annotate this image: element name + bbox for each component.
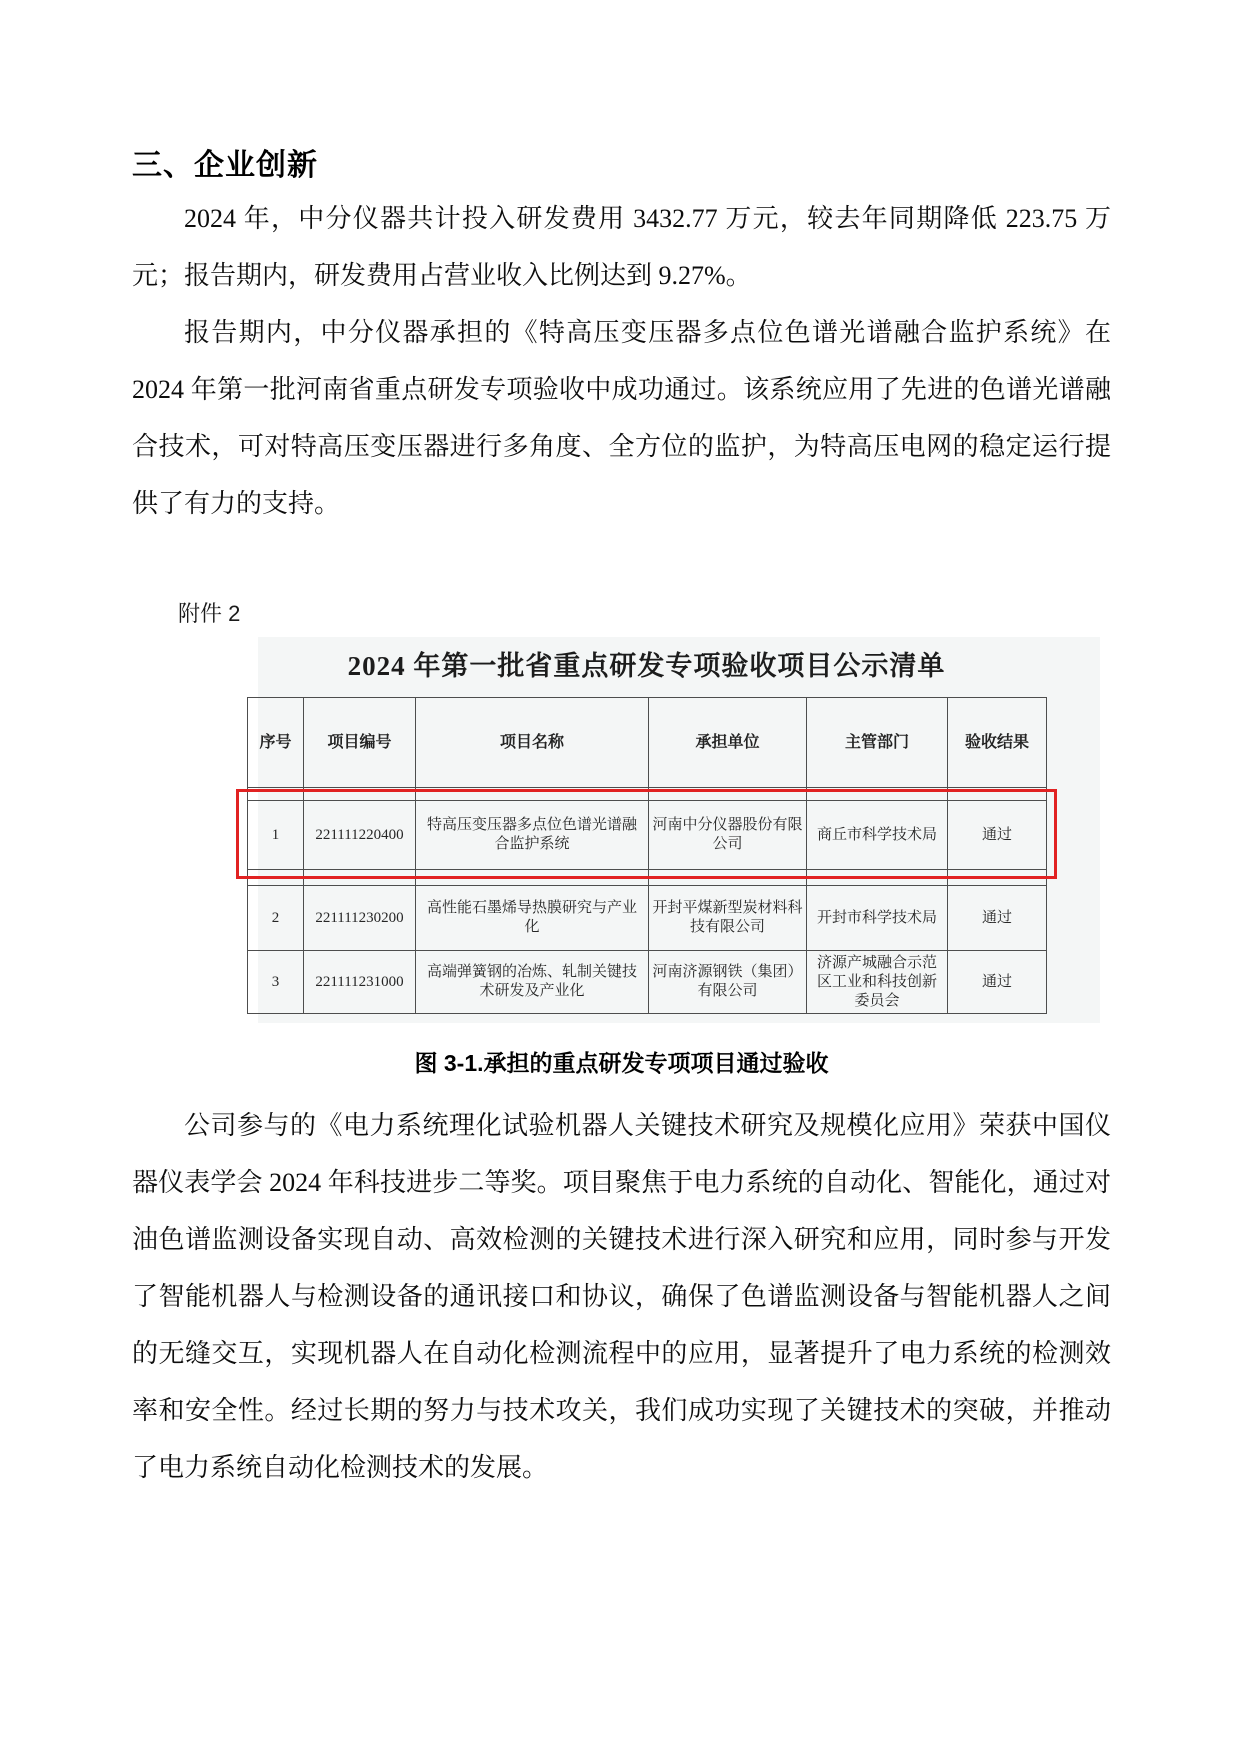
cell-result: 通过 bbox=[948, 886, 1047, 951]
table-spacer-cell bbox=[649, 788, 807, 801]
table-spacer-cell bbox=[416, 788, 649, 801]
col-header-code: 项目编号 bbox=[304, 698, 416, 788]
cell-unit: 河南中分仪器股份有限公司 bbox=[649, 801, 807, 870]
cell-dept: 济源产城融合示范区工业和科技创新委员会 bbox=[807, 951, 948, 1014]
table-spacer-cell bbox=[304, 870, 416, 886]
cell-code: 221111220400 bbox=[304, 801, 416, 870]
col-header-result: 验收结果 bbox=[948, 698, 1047, 788]
cell-dept: 开封市科学技术局 bbox=[807, 886, 948, 951]
cell-dept: 商丘市科学技术局 bbox=[807, 801, 948, 870]
cell-seq: 3 bbox=[248, 951, 304, 1014]
cell-seq: 1 bbox=[248, 801, 304, 870]
col-header-name: 项目名称 bbox=[416, 698, 649, 788]
table-title: 2024 年第一批省重点研发专项验收项目公示清单 bbox=[347, 651, 946, 681]
col-header-seq: 序号 bbox=[248, 698, 304, 788]
cell-unit: 开封平煤新型炭材料科技有限公司 bbox=[649, 886, 807, 951]
table-row-highlighted bbox=[248, 801, 1047, 870]
table-row bbox=[248, 886, 1047, 951]
col-header-unit: 承担单位 bbox=[649, 698, 807, 788]
attachment-label: 附件 2 bbox=[178, 601, 241, 626]
cell-project-name: 特高压变压器多点位色谱光谱融合监护系统 bbox=[416, 801, 649, 870]
table-spacer-cell bbox=[248, 870, 304, 886]
cell-project-name: 高端弹簧钢的冶炼、轧制关键技术研发及产业化 bbox=[416, 951, 649, 1014]
table-spacer-cell bbox=[948, 870, 1047, 886]
col-header-dept: 主管部门 bbox=[807, 698, 948, 788]
paragraph-award: 公司参与的《电力系统理化试验机器人关键技术研究及规模化应用》荣获中国仪器仪表学会 2024 年科技进步二等奖。项目聚焦于电力系统的自动化、智能化，通过对油色谱监测设备实现自动、高效检测的关键技术进行深入研究和应用，同时参与开发了智能机器人与检测设备的通讯接口和协议，确保了色谱监测设备与智能机器人之间的无缝交互，实现机器人在自动化检测流程中的应用，显著提升了电力系统的检测效率和安全性。经过长期的努力与技术攻关，我们成功实现了关键技术的突破，并推动了电力系统自动化检测技术的发展。 bbox=[132, 1111, 1111, 1482]
table-spacer-cell bbox=[807, 788, 948, 801]
table-spacer-row bbox=[248, 788, 1047, 801]
table-spacer-cell bbox=[948, 788, 1047, 801]
cell-unit: 河南济源钢铁（集团）有限公司 bbox=[649, 951, 807, 1014]
paragraph-rd-expense: 2024 年，中分仪器共计投入研发费用 3432.77 万元，较去年同期降低 223.75 万元；报告期内，研发费用占营业收入比例达到 9.27%。 bbox=[132, 204, 1111, 290]
cell-code: 221111230200 bbox=[304, 886, 416, 951]
table-spacer-cell bbox=[649, 870, 807, 886]
table-row bbox=[248, 951, 1047, 1014]
cell-result: 通过 bbox=[948, 951, 1047, 1014]
acceptance-table bbox=[247, 697, 1047, 1014]
paragraph-project-acceptance: 报告期内，中分仪器承担的《特高压变压器多点位色谱光谱融合监护系统》在 2024 年第一批河南省重点研发专项验收中成功通过。该系统应用了先进的色谱光谱融合技术，可对特高压变压器进行多角度、全方位的监护，为特高压电网的稳定运行提供了有力的支持。 bbox=[132, 318, 1111, 518]
table-spacer-cell bbox=[304, 788, 416, 801]
table-spacer-cell bbox=[807, 870, 948, 886]
table-spacer-row bbox=[248, 870, 1047, 886]
figure-caption: 图 3-1.承担的重点研发专项项目通过验收 bbox=[414, 1050, 829, 1076]
cell-seq: 2 bbox=[248, 886, 304, 951]
table-header-row bbox=[248, 698, 1047, 788]
cell-code: 221111231000 bbox=[304, 951, 416, 1014]
cell-project-name: 高性能石墨烯导热膜研究与产业化 bbox=[416, 886, 649, 951]
section-heading: 三、企业创新 bbox=[132, 149, 318, 182]
cell-result: 通过 bbox=[948, 801, 1047, 870]
table-spacer-cell bbox=[416, 870, 649, 886]
table-spacer-cell bbox=[248, 788, 304, 801]
